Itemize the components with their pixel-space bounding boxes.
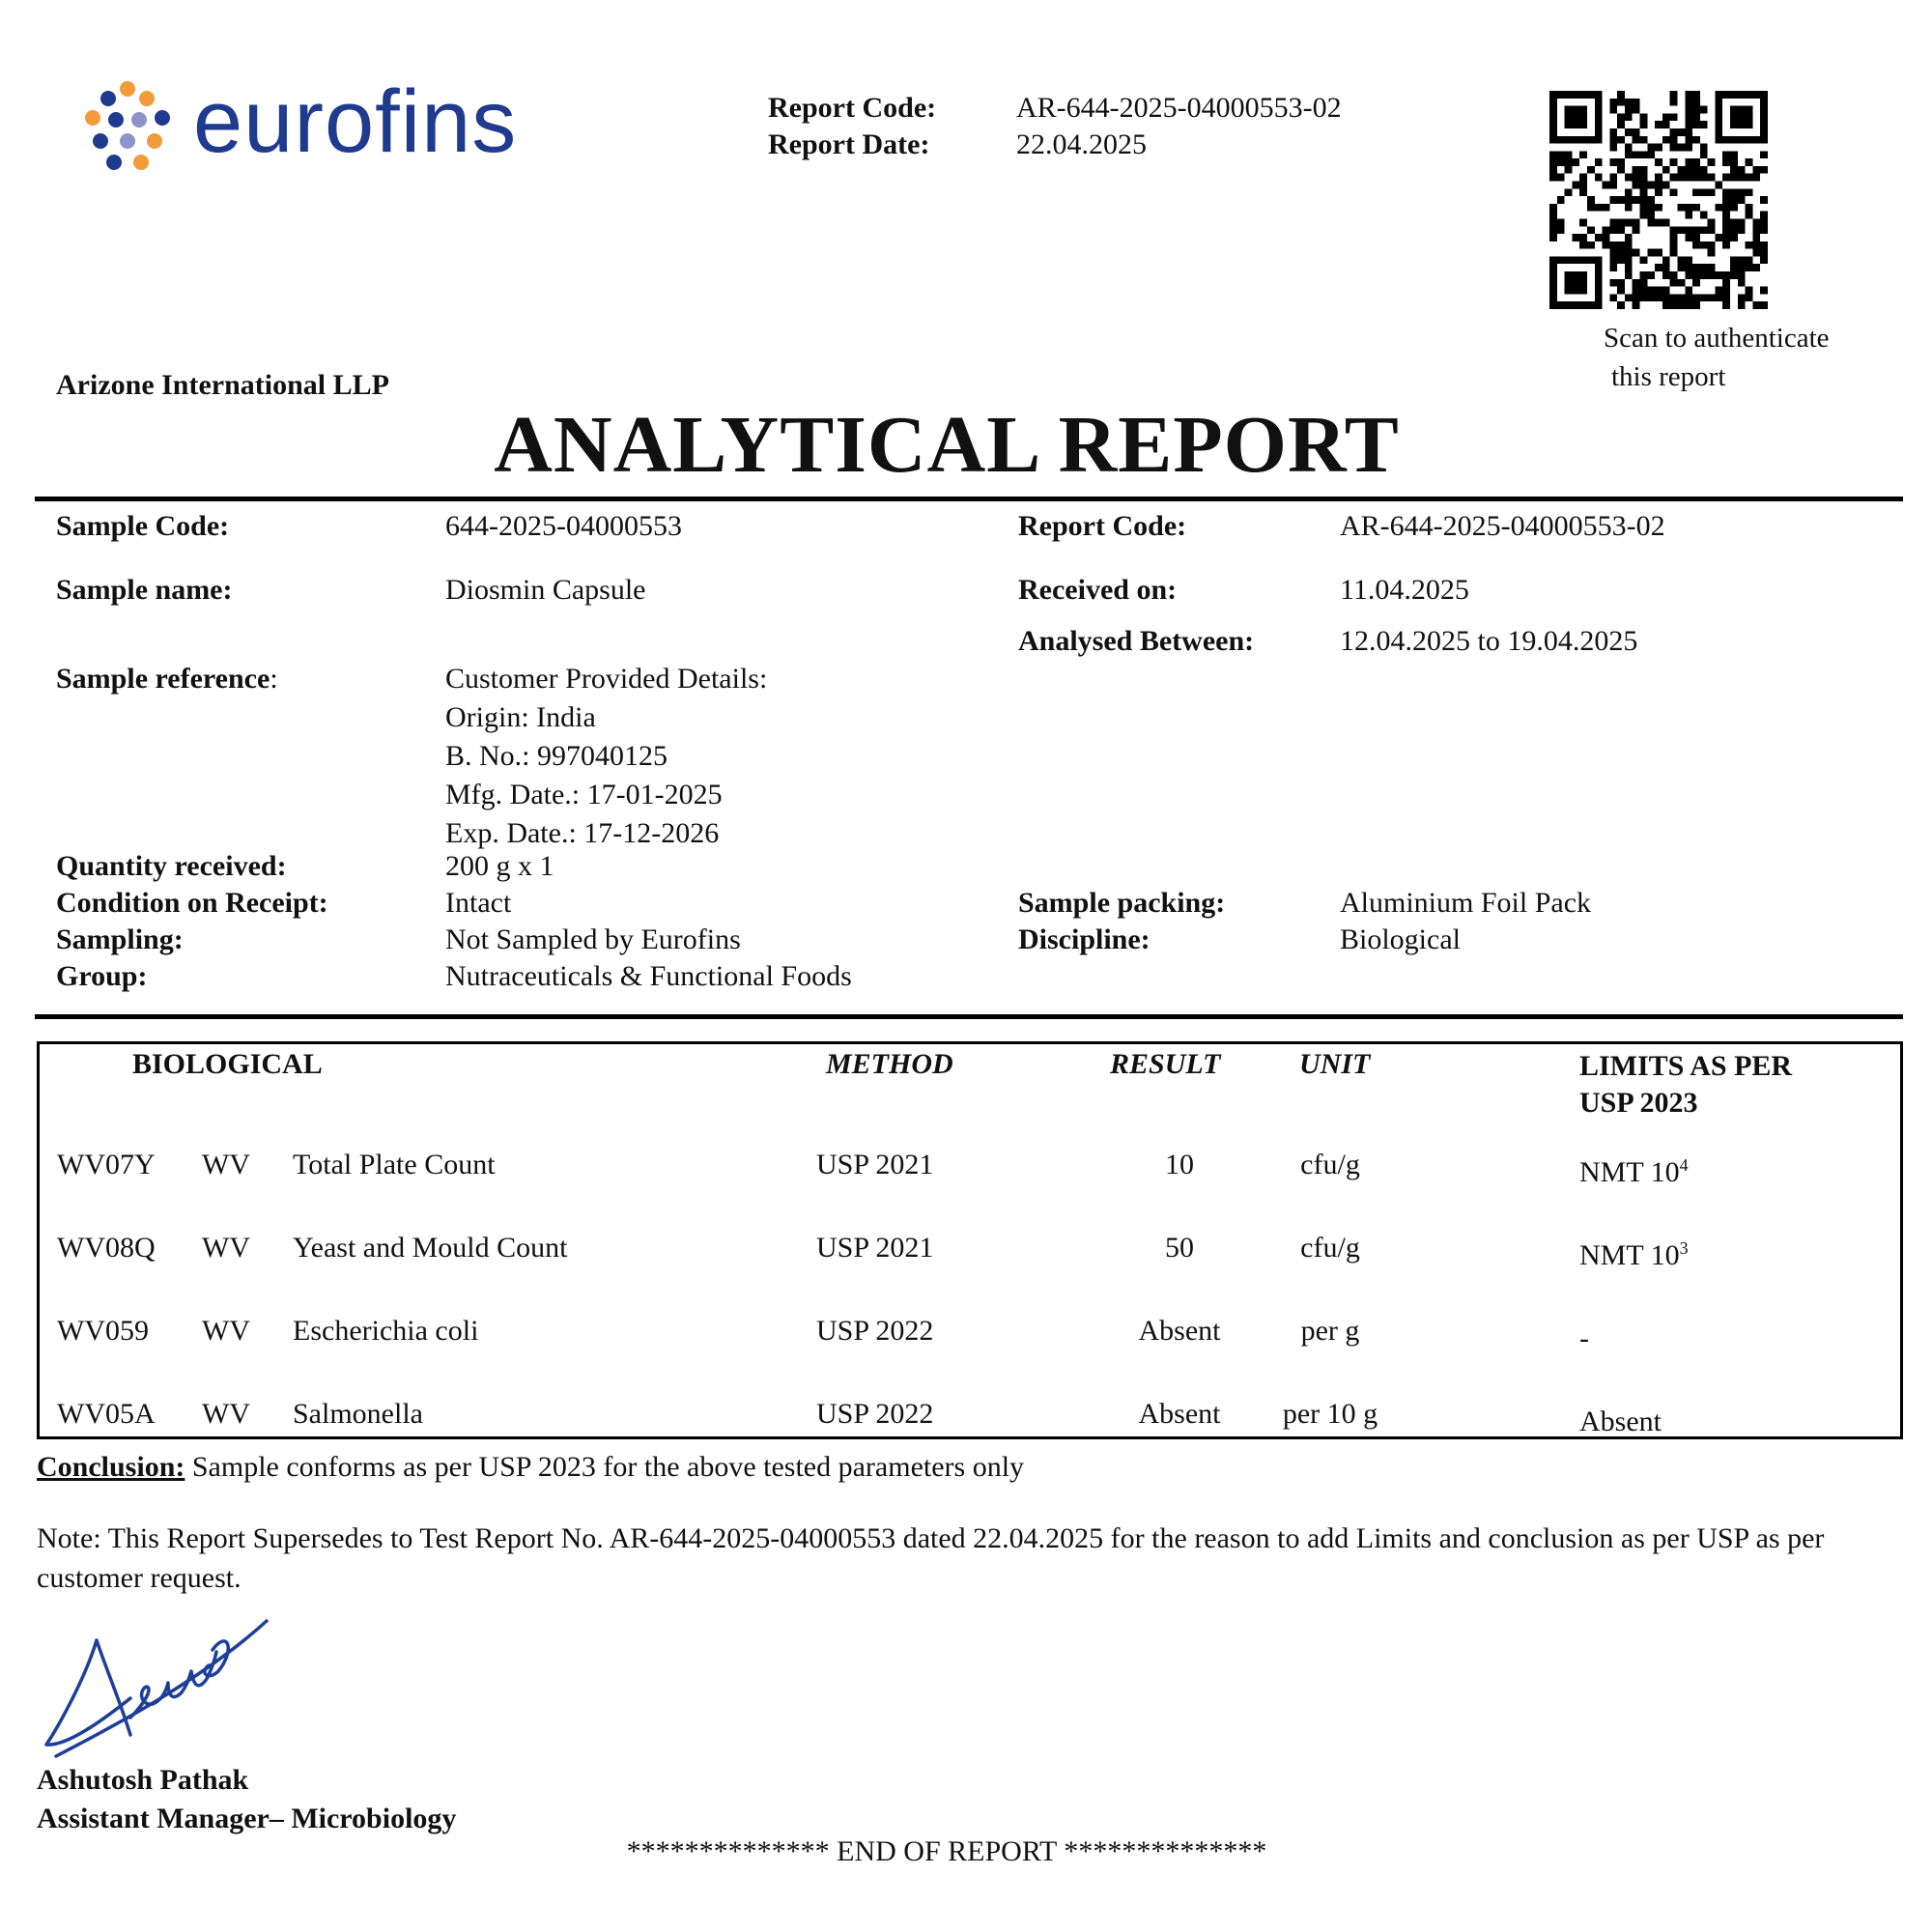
sample-reference-label: Sample reference: [56, 663, 270, 695]
row-parameter: Total Plate Count: [293, 1149, 496, 1180]
row-parameter: Yeast and Mould Count: [293, 1232, 568, 1264]
report-code-label: Report Code:: [1018, 510, 1187, 542]
row-unit: cfu/g: [1300, 1149, 1360, 1180]
row-unit: cfu/g: [1300, 1232, 1360, 1264]
sample-reference-line: Customer Provided Details:: [445, 663, 768, 695]
divider-bottom: [35, 1014, 1903, 1019]
row-code: WV059: [57, 1315, 149, 1347]
row-result: 50: [1165, 1232, 1194, 1264]
conclusion: [37, 1451, 1024, 1484]
row-parameter: Escherichia coli: [293, 1315, 479, 1347]
packing-value: Aluminium Foil Pack: [1340, 887, 1592, 919]
sample-reference-line: Mfg. Date.: 17-01-2025: [445, 779, 723, 810]
group-value: Nutraceuticals & Functional Foods: [445, 960, 852, 992]
row-limit-base: NMT 10: [1579, 1239, 1680, 1271]
condition-value: Intact: [445, 887, 512, 919]
row-method: USP 2021: [816, 1149, 934, 1180]
discipline-label: Discipline:: [1018, 923, 1151, 955]
quantity-value: 200 g x 1: [445, 850, 554, 882]
sample-reference-line: B. No.: 997040125: [445, 740, 668, 772]
sample-name-label: Sample name:: [56, 574, 233, 606]
row-limit: [1579, 1232, 1689, 1272]
row-limit-base: NMT 10: [1579, 1156, 1680, 1188]
end-of-report: ************** END OF REPORT **************: [626, 1835, 1267, 1867]
supersede-note: Note: This Report Supersedes to Test Report No. AR-644-2025-04000553 dated 22.04.2025 for the reason to add Limits and conclusion as per USP as per customer request.: [37, 1522, 1825, 1594]
unit-header: UNIT: [1299, 1048, 1371, 1080]
qr-caption-line1: Scan to authenticate: [1604, 323, 1830, 354]
results-table: [37, 1041, 1903, 1439]
row-prefix: WV: [202, 1398, 250, 1430]
row-parameter: Salmonella: [293, 1398, 423, 1430]
analysed-label: Analysed Between:: [1018, 625, 1255, 657]
conclusion-label: Conclusion:: [37, 1451, 185, 1483]
row-code: WV07Y: [57, 1149, 156, 1180]
client-name: Arizone International LLP: [56, 369, 389, 401]
row-limit-base: -: [1579, 1322, 1589, 1354]
row-limit: [1579, 1398, 1662, 1438]
conclusion-text: Sample conforms as per USP 2023 for the above tested parameters only: [185, 1451, 1025, 1483]
top-report-date: 22.04.2025: [1016, 128, 1147, 160]
received-label: Received on:: [1018, 574, 1178, 606]
discipline-value: Biological: [1340, 923, 1461, 955]
limits-header-line2: USP 2023: [1579, 1087, 1698, 1119]
sampling-value: Not Sampled by Eurofins: [445, 923, 741, 955]
sample-reference-colon: :: [270, 663, 278, 695]
sample-reference-label-wrap: [56, 663, 278, 696]
report-title: ANALYTICAL REPORT: [494, 400, 1400, 490]
signatory-name: Ashutosh Pathak: [37, 1764, 249, 1796]
quantity-label: Quantity received:: [56, 850, 287, 882]
top-report-date-label: Report Date:: [768, 128, 930, 160]
row-unit: per 10 g: [1282, 1398, 1378, 1430]
analysed-value: 12.04.2025 to 19.04.2025: [1340, 625, 1638, 657]
eurofins-wordmark: eurofins: [193, 72, 518, 171]
row-code: WV05A: [57, 1398, 156, 1430]
sample-code: 644-2025-04000553: [445, 510, 682, 542]
top-report-code-label: Report Code:: [768, 92, 937, 124]
row-limit-exponent: 3: [1679, 1238, 1689, 1258]
sampling-label: Sampling:: [56, 923, 184, 955]
row-method: USP 2022: [816, 1398, 934, 1430]
row-method: USP 2021: [816, 1232, 934, 1264]
qr-code[interactable]: [1549, 91, 1768, 309]
section-heading: BIOLOGICAL: [132, 1048, 323, 1080]
sample-code-label: Sample Code:: [56, 510, 230, 542]
row-unit: per g: [1300, 1315, 1360, 1347]
sample-name: Diosmin Capsule: [445, 574, 646, 606]
signature-image: [39, 1611, 280, 1766]
limits-header-line1: LIMITS AS PER: [1579, 1050, 1793, 1082]
row-method: USP 2022: [816, 1315, 934, 1347]
report-code: AR-644-2025-04000553-02: [1340, 510, 1665, 542]
limits-header: [1579, 1048, 1792, 1122]
method-header: METHOD: [826, 1048, 953, 1080]
row-limit: [1579, 1315, 1589, 1355]
sample-reference: [445, 660, 767, 853]
sample-reference-line: Origin: India: [445, 701, 596, 733]
row-result: Absent: [1138, 1315, 1221, 1347]
group-label: Group:: [56, 960, 148, 992]
received-value: 11.04.2025: [1340, 574, 1469, 606]
row-limit: [1579, 1149, 1689, 1189]
sample-reference-line: Exp. Date.: 17-12-2026: [445, 817, 720, 849]
row-limit-exponent: 4: [1679, 1155, 1689, 1175]
row-prefix: WV: [202, 1315, 250, 1347]
packing-label: Sample packing:: [1018, 887, 1226, 919]
row-result: Absent: [1138, 1398, 1221, 1430]
row-prefix: WV: [202, 1149, 250, 1180]
divider-top: [35, 497, 1903, 501]
eurofins-logo-mark: [79, 77, 176, 174]
condition-label: Condition on Receipt:: [56, 887, 328, 919]
result-header: RESULT: [1110, 1048, 1221, 1080]
signatory-designation: Assistant Manager– Microbiology: [37, 1803, 457, 1834]
row-result: 10: [1165, 1149, 1194, 1180]
qr-caption-line2: this report: [1611, 361, 1726, 392]
top-report-code: AR-644-2025-04000553-02: [1016, 92, 1342, 124]
eurofins-logo: [79, 72, 543, 174]
row-prefix: WV: [202, 1232, 250, 1264]
row-limit-base: Absent: [1579, 1406, 1662, 1437]
row-code: WV08Q: [57, 1232, 156, 1264]
